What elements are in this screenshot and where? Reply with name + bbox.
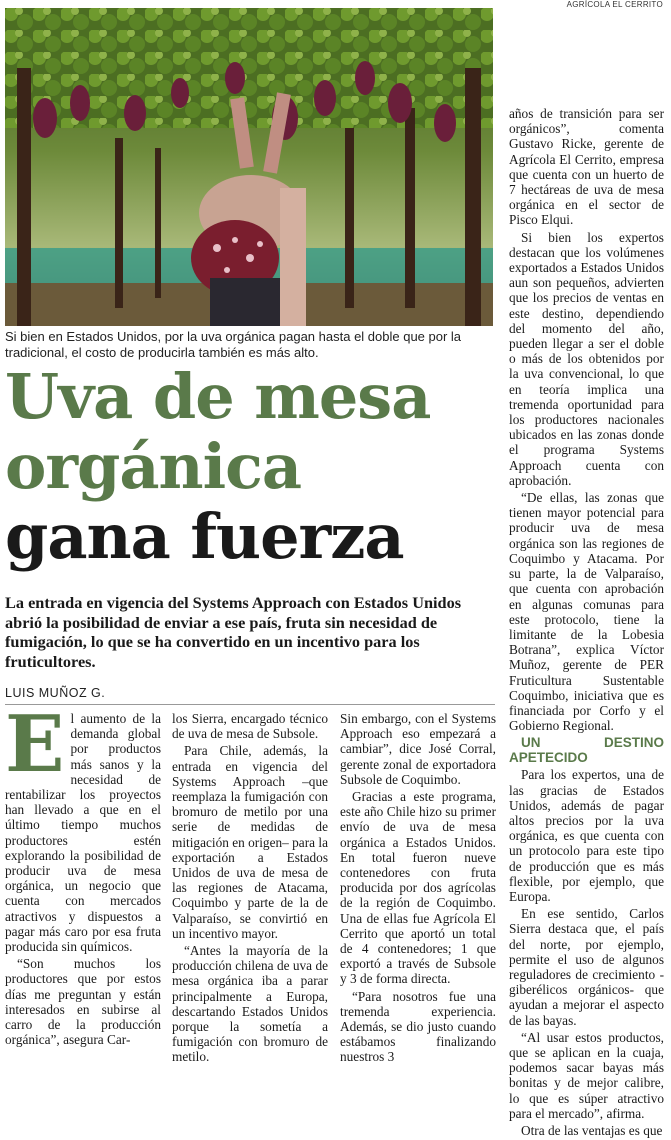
headline: [5, 362, 500, 572]
paragraph: los Sierra, encargado técnico de uva de mesa de Subsole.: [172, 711, 328, 742]
paragraph: “Al usar estos productos, que se aplican en la cuaja, podemos sacar bayas más bonitas y de mejor calibre, lo que es súper atractivo para el mercado”, afirma.: [509, 1029, 664, 1121]
headline-line-2: orgánica: [5, 430, 302, 503]
section-subheading: UN DESTINO APETECIDO: [509, 735, 664, 766]
article-column-1: [5, 699, 161, 1049]
paragraph: Otra de las ventajas es que: [521, 1123, 663, 1138]
photo-caption: Si bien en Estados Unidos, por la uva orgánica pagan hasta el doble que por la tradicional, el costo de producirla también es más alto.: [5, 329, 462, 360]
paragraph: Para Chile, además, la entrada en vigencia del Systems Approach –que reemplaza la fumigación con bromuro de metilo por una serie de medidas de mitigación en origen– para la exportación a Estados Unidos de uva de mesa de las regiones de Atacama, Coquimbo y parte de la de Valparaíso, se convirtió en un incentivo mayor.: [172, 743, 328, 941]
paragraph: Si bien los expertos destacan que los volúmenes exportados a Estados Unidos aun son pequeños, advierten que los precios de ventas en este destino, dependiendo del momento del año, pueden llegar a ser el doble o más de los obtenidos por la uva convencional, lo que en teoría implica una tremenda oportunidad para los productores nacionales ubicados en las zonas donde el programa Systems Approach cuenta con aprobación.: [509, 229, 664, 488]
paragraph: “Antes la mayoría de la producción chilena de uva de mesa orgánica iba a parar principalmente a Europa, descartando Estados Unidos porque la sometía a fumigación con bromuro de metilo.: [172, 943, 328, 1065]
vineyard-photo: [5, 8, 493, 326]
paragraph: l aumento de la demanda global por productos más sanos y la necesidad de rentabilizar los proyectos han llevado a que en el último tiempo muchos productores estén explorando la posibilidad de producir uva de mesa orgánica, un negocio que cuenta con mercados atractivos y dispuestos a pagar más caro por esa fruta producida sin químicos.: [5, 711, 161, 955]
article-column-2: [172, 711, 328, 1067]
headline-line-1: Uva de mesa: [5, 360, 431, 433]
article-column-3: [340, 711, 496, 1067]
byline: LUIS MUÑOZ G.: [5, 686, 106, 700]
paragraph: “Para nosotros fue una tremenda experiencia. Además, se dio justo cuando estábamos finalizando nuestros 3: [340, 988, 496, 1065]
paragraph: Para los expertos, una de las gracias de Estados Unidos, además de pagar altos precios por la uva orgánica, es que cuenta con un protocolo para este tipo de producción que es más flexible, por ejemplo, que Europa.: [509, 767, 664, 904]
drop-cap: E: [5, 699, 65, 790]
paragraph: En ese sentido, Carlos Sierra destaca que, el país del norte, por ejemplo, permite el uso de algunos reguladores de crecimiento -giberélicos orgánicos- que ayudan a mejorar el aspecto de las bayas.: [509, 906, 664, 1028]
headline-line-3: gana fuerza: [5, 500, 404, 573]
divider: [5, 704, 495, 705]
paragraph: “Son muchos los productores que por estos días me preguntan y están interesados en subirse al carro de la producción orgánica”, asegura Car-: [5, 956, 161, 1048]
paragraph: Sin embargo, con el Systems Approach eso empezará a cambiar”, dice José Corral, gerente zonal de exportadora Subsole de Coquimbo.: [340, 711, 496, 787]
paragraph: “De ellas, las zonas que tienen mayor potencial para producir uva de mesa orgánica son las regiones de Coquimbo y Atacama. Por su parte, la de Valparaíso, que cuenta con aprobación en algunas comunas para este protocolo, tiene la limitante de la Lobesia Botrana”, explica Víctor Muñoz, gerente de PER Fruticultura Sustentable Coquimbo, iniciativa que es financiada por Corfo y el Gobierno Regional.: [509, 490, 664, 734]
photo-credit: AGRÍCOLA EL CERRITO: [566, 0, 663, 9]
article-column-4: [509, 106, 664, 1140]
lead-paragraph: La entrada en vigencia del Systems Approach con Estados Unidos abrió la posibilidad de enviar a ese país, fruta sin necesidad de fumigación, lo que se ha convertido en un incentivo para los fruticultores.: [5, 593, 462, 671]
paragraph: Gracias a este programa, este año Chile hizo su primer envío de uva de mesa orgánica a Estados Unidos. En total fueron nueve contenedores con fruta producida por dos agrícolas de la región de Coquimbo. Una de ellas fue Agrícola El Cerrito que aportó un total de 4 contenedores; 1 que exportó a través de Subsole y 3 de forma directa.: [340, 789, 496, 987]
paragraph: años de transición para ser orgánicos”, comenta Gustavo Ricke, gerente de Agrícola El Cerrito, empresa que cuenta con un huerto de 7 hectáreas de uva de mesa orgánica en el sector de Pisco Elqui.: [509, 106, 664, 228]
